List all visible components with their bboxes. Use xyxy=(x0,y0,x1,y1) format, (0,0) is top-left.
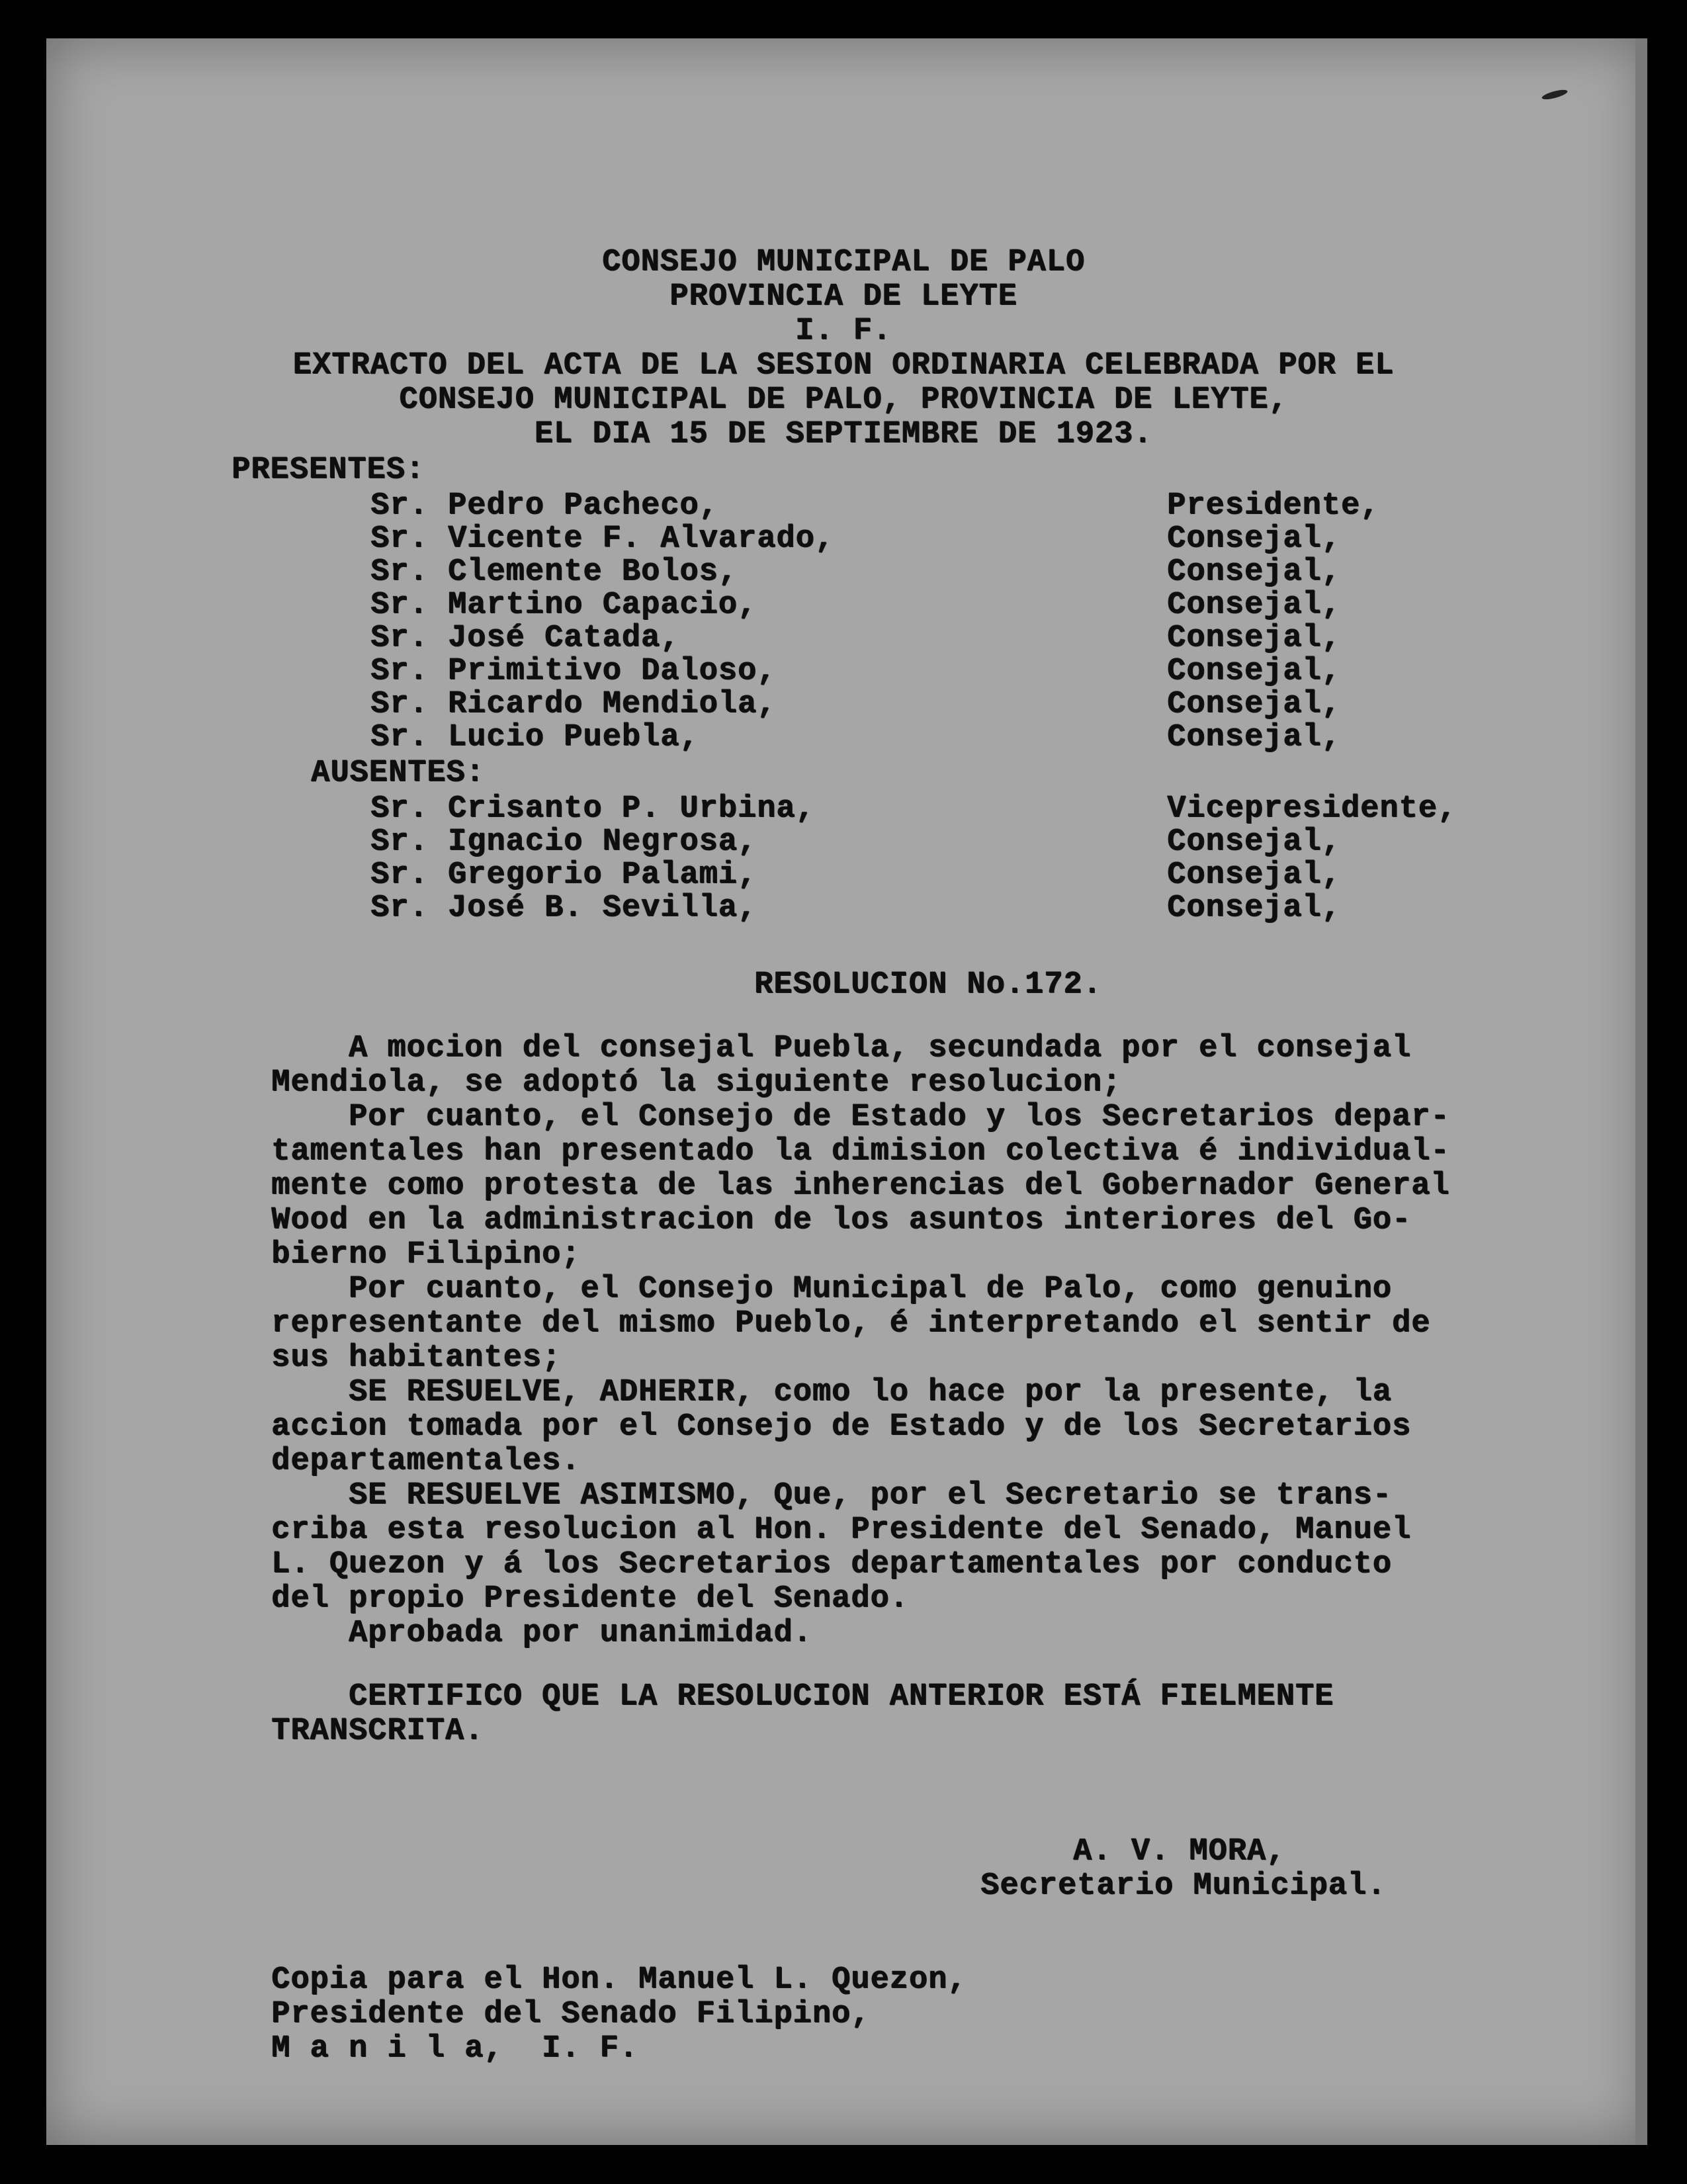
body-line: Aprobada por unanimidad. xyxy=(271,1616,812,1651)
body-line: SE RESUELVE ASIMISMO, Que, por el Secretario se trans- xyxy=(271,1478,1392,1513)
attendee-name: Sr. Primitivo Daloso, xyxy=(370,654,777,689)
header-country: I. F. xyxy=(795,314,892,349)
header-extract-line1: EXTRACTO DEL ACTA DE LA SESION ORDINARIA CELEBRADA POR EL xyxy=(292,348,1395,383)
absent-label: AUSENTES: xyxy=(311,756,485,791)
attendee-name: Sr. Ricardo Mendiola, xyxy=(370,687,777,722)
absentee-name: Sr. José B. Sevilla, xyxy=(370,891,757,926)
attendee-role: Presidente, xyxy=(1167,488,1380,523)
body-line: Wood en la administracion de los asuntos interiores del Go- xyxy=(271,1203,1412,1238)
absentee-role: Consejal, xyxy=(1167,824,1341,859)
absentee-name: Sr. Ignacio Negrosa, xyxy=(370,824,757,859)
attendee-name: Sr. Lucio Puebla, xyxy=(370,720,699,755)
certify-line: TRANSCRITA. xyxy=(271,1714,484,1749)
absentee-role: Consejal, xyxy=(1167,891,1341,926)
body-line: representante del mismo Pueblo, é interpretando el sentir de xyxy=(271,1306,1431,1341)
attendee-name: Sr. Martino Capacio, xyxy=(370,588,757,623)
body-line: tamentales han presentado la dimision colectiva é individual- xyxy=(271,1134,1450,1169)
attendee-role: Consejal, xyxy=(1167,588,1341,623)
body-line: criba esta resolucion al Hon. Presidente del Senado, Manuel xyxy=(271,1512,1412,1548)
header-date: EL DIA 15 DE SEPTIEMBRE DE 1923. xyxy=(534,417,1153,452)
attendee-name: Sr. Clemente Bolos, xyxy=(370,554,738,590)
body-line: L. Quezon y á los Secretarios departamentales por conducto xyxy=(271,1547,1392,1582)
signature-title: Secretario Municipal. xyxy=(980,1868,1387,1903)
absentee-role: Consejal, xyxy=(1167,857,1341,893)
header-extract-line2: CONSEJO MUNICIPAL DE PALO, PROVINCIA DE LEYTE, xyxy=(399,382,1288,417)
body-line: departamentales. xyxy=(271,1444,581,1479)
copy-line: Copia para el Hon. Manuel L. Quezon, xyxy=(271,1962,967,1997)
attendee-role: Consejal, xyxy=(1167,720,1341,755)
attendee-name: Sr. Vicente F. Alvarado, xyxy=(370,521,834,556)
body-line: sus habitantes; xyxy=(271,1340,562,1376)
attendee-role: Consejal, xyxy=(1167,521,1341,556)
absentee-name: Sr. Crisanto P. Urbina, xyxy=(370,791,815,826)
resolution-title: RESOLUCION No.172. xyxy=(754,967,1102,1002)
certify-line: CERTIFICO QUE LA RESOLUCION ANTERIOR ESTÁ FIELMENTE xyxy=(271,1679,1334,1714)
copy-line: Presidente del Senado Filipino, xyxy=(271,1997,871,2032)
present-label: PRESENTES: xyxy=(232,453,425,488)
body-line: del propio Presidente del Senado. xyxy=(271,1581,909,1616)
attendee-role: Consejal, xyxy=(1167,687,1341,722)
body-line: SE RESUELVE, ADHERIR, como lo hace por la presente, la xyxy=(271,1375,1392,1410)
absentee-role: Vicepresidente, xyxy=(1167,791,1457,826)
attendee-role: Consejal, xyxy=(1167,654,1341,689)
attendee-name: Sr. José Catada, xyxy=(370,621,680,656)
body-line: Por cuanto, el Consejo de Estado y los Secretarios depar- xyxy=(271,1100,1450,1135)
absentee-name: Sr. Gregorio Palami, xyxy=(370,857,757,893)
body-line: bierno Filipino; xyxy=(271,1237,581,1272)
body-line: A mocion del consejal Puebla, secundada por el consejal xyxy=(271,1031,1412,1066)
body-line: Mendiola, se adoptó la siguiente resolucion; xyxy=(271,1065,1122,1100)
attendee-role: Consejal, xyxy=(1167,554,1341,590)
document-page xyxy=(46,38,1647,2145)
body-line: mente como protesta de las inherencias del Gobernador General xyxy=(271,1168,1450,1203)
body-line: accion tomada por el Consejo de Estado y de los Secretarios xyxy=(271,1409,1412,1444)
header-council: CONSEJO MUNICIPAL DE PALO xyxy=(601,245,1086,280)
signature-name: A. V. MORA, xyxy=(1073,1834,1286,1869)
body-line: Por cuanto, el Consejo Municipal de Palo, como genuino xyxy=(271,1272,1392,1307)
attendee-role: Consejal, xyxy=(1167,621,1341,656)
attendee-name: Sr. Pedro Pacheco, xyxy=(370,488,718,523)
ink-mark xyxy=(1541,88,1568,101)
copy-line: M a n i l a, I. F. xyxy=(271,2031,638,2066)
header-province: PROVINCIA DE LEYTE xyxy=(670,279,1017,314)
